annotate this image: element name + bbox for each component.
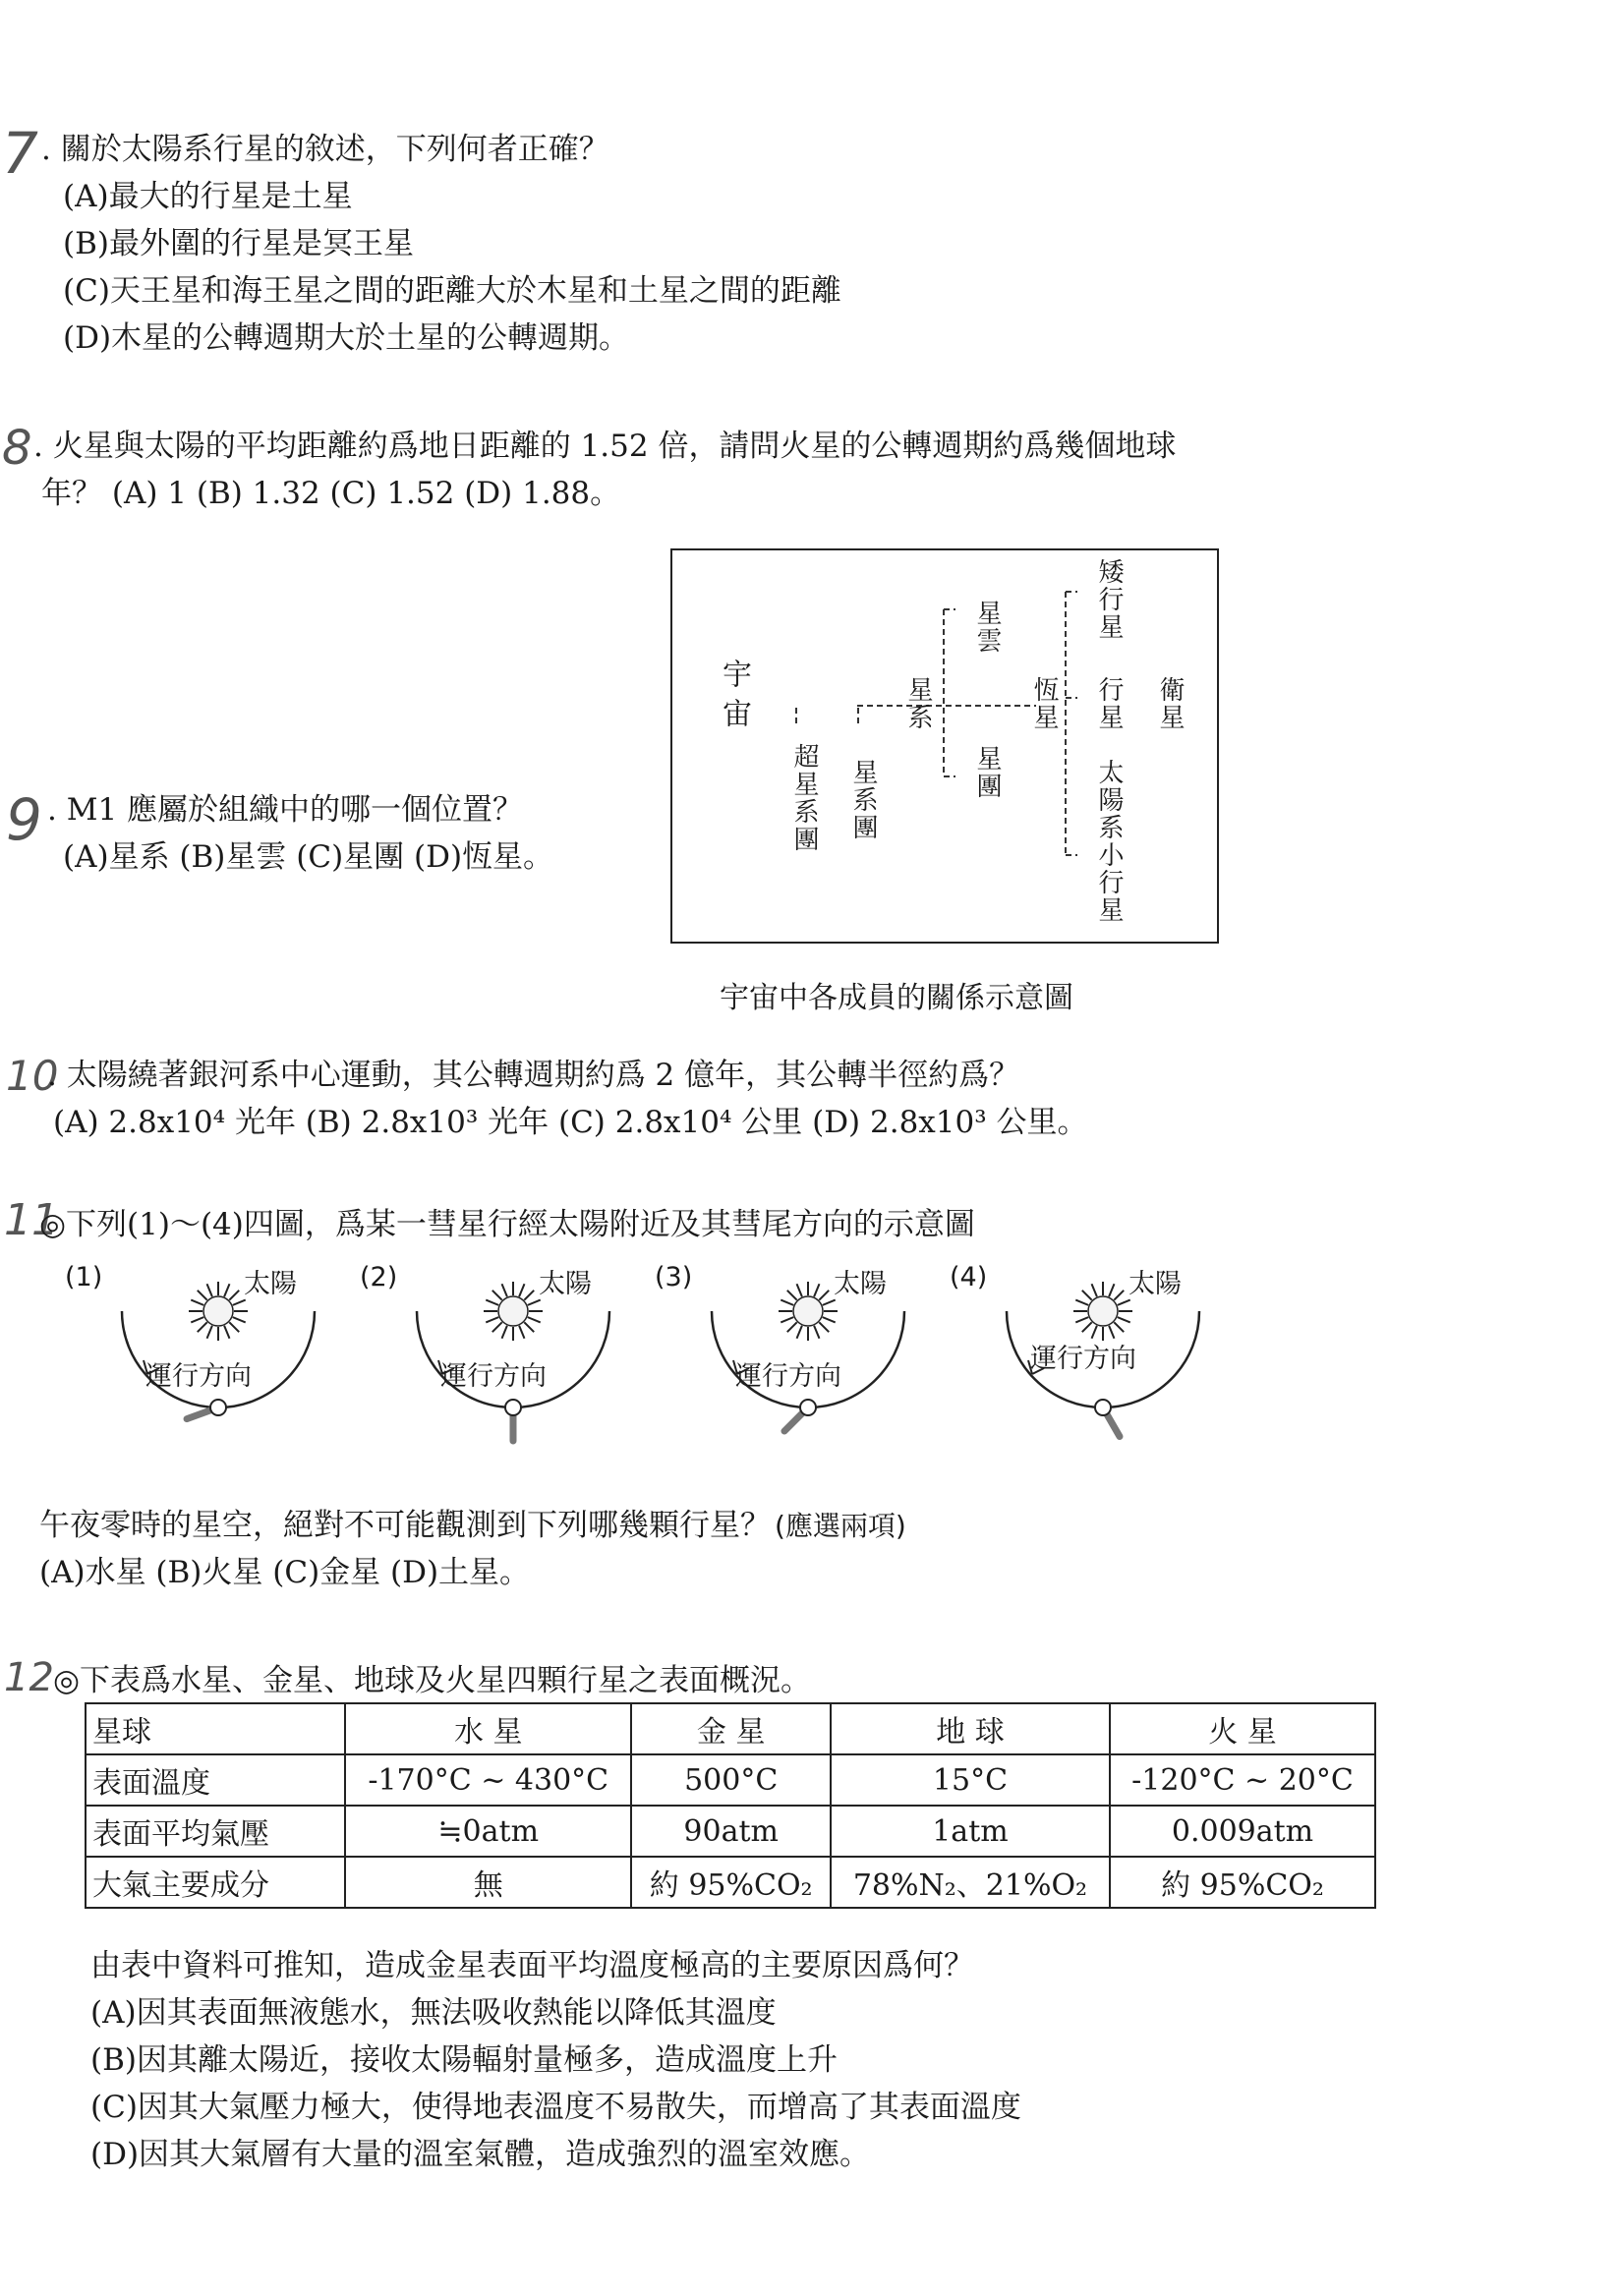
question-stem: 午夜零時的星空，絕對不可能觀測到下列哪幾顆行星？ <box>39 1508 771 1543</box>
label-dwarf-planet: 矮行星 <box>1094 558 1124 641</box>
table-header: 水 星 <box>345 1703 631 1754</box>
label-satellite: 衛星 <box>1155 676 1185 731</box>
table-cell: 78%N₂、21%O₂ <box>831 1857 1110 1908</box>
table-cell: 約 95%CO₂ <box>631 1857 830 1908</box>
label-nebula: 星雲 <box>972 600 1002 655</box>
option-c: (C)因其大氣壓力極大，使得地表溫度不易散失，而增高了其表面溫度 <box>90 2090 1021 2126</box>
option-b: (B)最外圍的行星是冥王星 <box>63 226 414 262</box>
panel-label: (3) <box>655 1262 693 1292</box>
question-stem: 由表中資料可推知，造成金星表面平均溫度極高的主要原因爲何？ <box>90 1948 974 1983</box>
table-cell: 表面平均氣壓 <box>86 1806 345 1857</box>
question-stem: . M1 應屬於組織中的哪一個位置？ <box>47 792 524 828</box>
table-cell: 1atm <box>831 1806 1110 1857</box>
question-9 <box>47 786 553 881</box>
table-cell: 無 <box>345 1857 631 1908</box>
sun-label: 太陽 <box>539 1269 592 1299</box>
comet-panel <box>950 1258 1225 1455</box>
label-small-bodies: 太陽系小行星 <box>1094 759 1124 924</box>
option-c: (C)天王星和海王星之間的距離大於木星和土星之間的距離 <box>63 273 841 310</box>
label-star-cluster: 星團 <box>972 745 1002 800</box>
table-cell: -170°C ~ 430°C <box>345 1754 631 1806</box>
option-d: (D)木星的公轉週期大於土星的公轉週期。 <box>63 320 630 357</box>
answer-note: (應選兩項) <box>775 1510 906 1542</box>
question-11 <box>39 1502 906 1596</box>
comet-head <box>505 1400 521 1415</box>
table-cell: 約 95%CO₂ <box>1110 1857 1375 1908</box>
handwritten-number-11: 11 <box>4 1195 59 1245</box>
table-cell: ≒0atm <box>345 1806 631 1857</box>
sun-icon <box>1073 1282 1132 1341</box>
sun-icon <box>779 1282 838 1341</box>
table-row <box>86 1754 1375 1806</box>
table-header: 星球 <box>86 1703 345 1754</box>
question-stem: . 太陽繞著銀河系中心運動，其公轉週期約爲 2 億年，其公轉半徑約爲？ <box>47 1058 1020 1093</box>
table-header: 金 星 <box>631 1703 830 1754</box>
comet-head <box>1095 1400 1111 1415</box>
sun-icon <box>484 1282 543 1341</box>
panel-label: (2) <box>360 1262 398 1292</box>
label-universe: 宇宙 <box>717 659 751 737</box>
table-cell: -120°C ~ 20°C <box>1110 1754 1375 1806</box>
question-options: (A) 2.8x10⁴ 光年 (B) 2.8x10³ 光年 (C) 2.8x10⁴ 公里 (D) 2.8x10³ 公里。 <box>53 1105 1088 1141</box>
handwritten-number-12: 12 <box>4 1655 54 1700</box>
comet-head <box>210 1400 226 1415</box>
direction-label: 運行方向 <box>1030 1344 1136 1374</box>
sun-label: 太陽 <box>1128 1269 1182 1299</box>
table-header: 火 星 <box>1110 1703 1375 1754</box>
question-stem: . 火星與太陽的平均距離約爲地日距離的 1.52 倍，請問火星的公轉週期約爲幾個地球 <box>33 429 1177 464</box>
question-options: (A)水星 (B)火星 (C)金星 (D)土星。 <box>39 1555 531 1591</box>
handwritten-number-9: 9 <box>6 786 42 853</box>
sun-icon <box>189 1282 248 1341</box>
planet-surface-table <box>85 1702 1376 1909</box>
comet-panel <box>65 1258 340 1455</box>
table-cell: 500°C <box>631 1754 830 1806</box>
label-supercluster: 超星系團 <box>789 743 819 853</box>
question-stem: . 關於太陽系行星的敘述，下列何者正確？ <box>41 132 609 167</box>
table-row <box>86 1857 1375 1908</box>
table-cell: 0.009atm <box>1110 1806 1375 1857</box>
sun-label: 太陽 <box>244 1269 297 1299</box>
sun-label: 太陽 <box>834 1269 887 1299</box>
label-galaxy-cluster: 星系團 <box>848 759 878 841</box>
handwritten-number-8: 8 <box>2 421 32 476</box>
panel-label: (1) <box>65 1262 103 1292</box>
table-header: 地 球 <box>831 1703 1110 1754</box>
question-options: (A)星系 (B)星雲 (C)星團 (D)恆星。 <box>63 839 554 876</box>
panel-label: (4) <box>950 1262 988 1292</box>
direction-label: 運行方向 <box>440 1361 547 1392</box>
question-8 <box>33 423 1176 517</box>
option-d: (D)因其大氣層有大量的溫室氣體，造成強烈的溫室效應。 <box>90 2137 871 2173</box>
diagram-caption: 宇宙中各成員的關係示意圖 <box>720 981 1073 1015</box>
option-a: (A)因其表面無液態水，無法吸收熱能以降低其溫度 <box>90 1995 777 2032</box>
option-a: (A)最大的行星是土星 <box>63 179 353 215</box>
comet-head <box>800 1400 816 1415</box>
table-cell: 15°C <box>831 1754 1110 1806</box>
table-row <box>86 1806 1375 1857</box>
direction-label: 運行方向 <box>145 1361 252 1392</box>
table-cell: 90atm <box>631 1806 830 1857</box>
question-7 <box>41 126 841 362</box>
comet-panel <box>360 1258 635 1455</box>
handwritten-number-7: 7 <box>2 120 38 187</box>
question-12-intro: ◎下表爲水星、金星、地球及火星四顆行星之表面概況。 <box>53 1663 812 1698</box>
question-10 <box>47 1052 1088 1146</box>
comet-panel <box>655 1258 930 1455</box>
table-cell: 表面溫度 <box>86 1754 345 1806</box>
hierarchy-connectors <box>672 550 1217 942</box>
universe-hierarchy-diagram <box>670 548 1219 944</box>
label-galaxy: 星系 <box>903 676 933 731</box>
label-planet: 行星 <box>1094 676 1124 731</box>
label-star: 恆星 <box>1029 676 1059 731</box>
question-11-intro: ◎下列(1)～(4)四圖，爲某一彗星行經太陽附近及其彗尾方向的示意圖 <box>39 1207 975 1242</box>
direction-label: 運行方向 <box>735 1361 841 1392</box>
table-cell: 大氣主要成分 <box>86 1857 345 1908</box>
question-12 <box>90 1942 1021 2178</box>
option-b: (B)因其離太陽近，接收太陽輻射量極多，造成溫度上升 <box>90 2042 838 2079</box>
question-options: 年？ (A) 1 (B) 1.32 (C) 1.52 (D) 1.88。 <box>41 476 621 512</box>
table-header-row <box>86 1703 1375 1754</box>
handwritten-number-10: 10 <box>6 1052 59 1100</box>
